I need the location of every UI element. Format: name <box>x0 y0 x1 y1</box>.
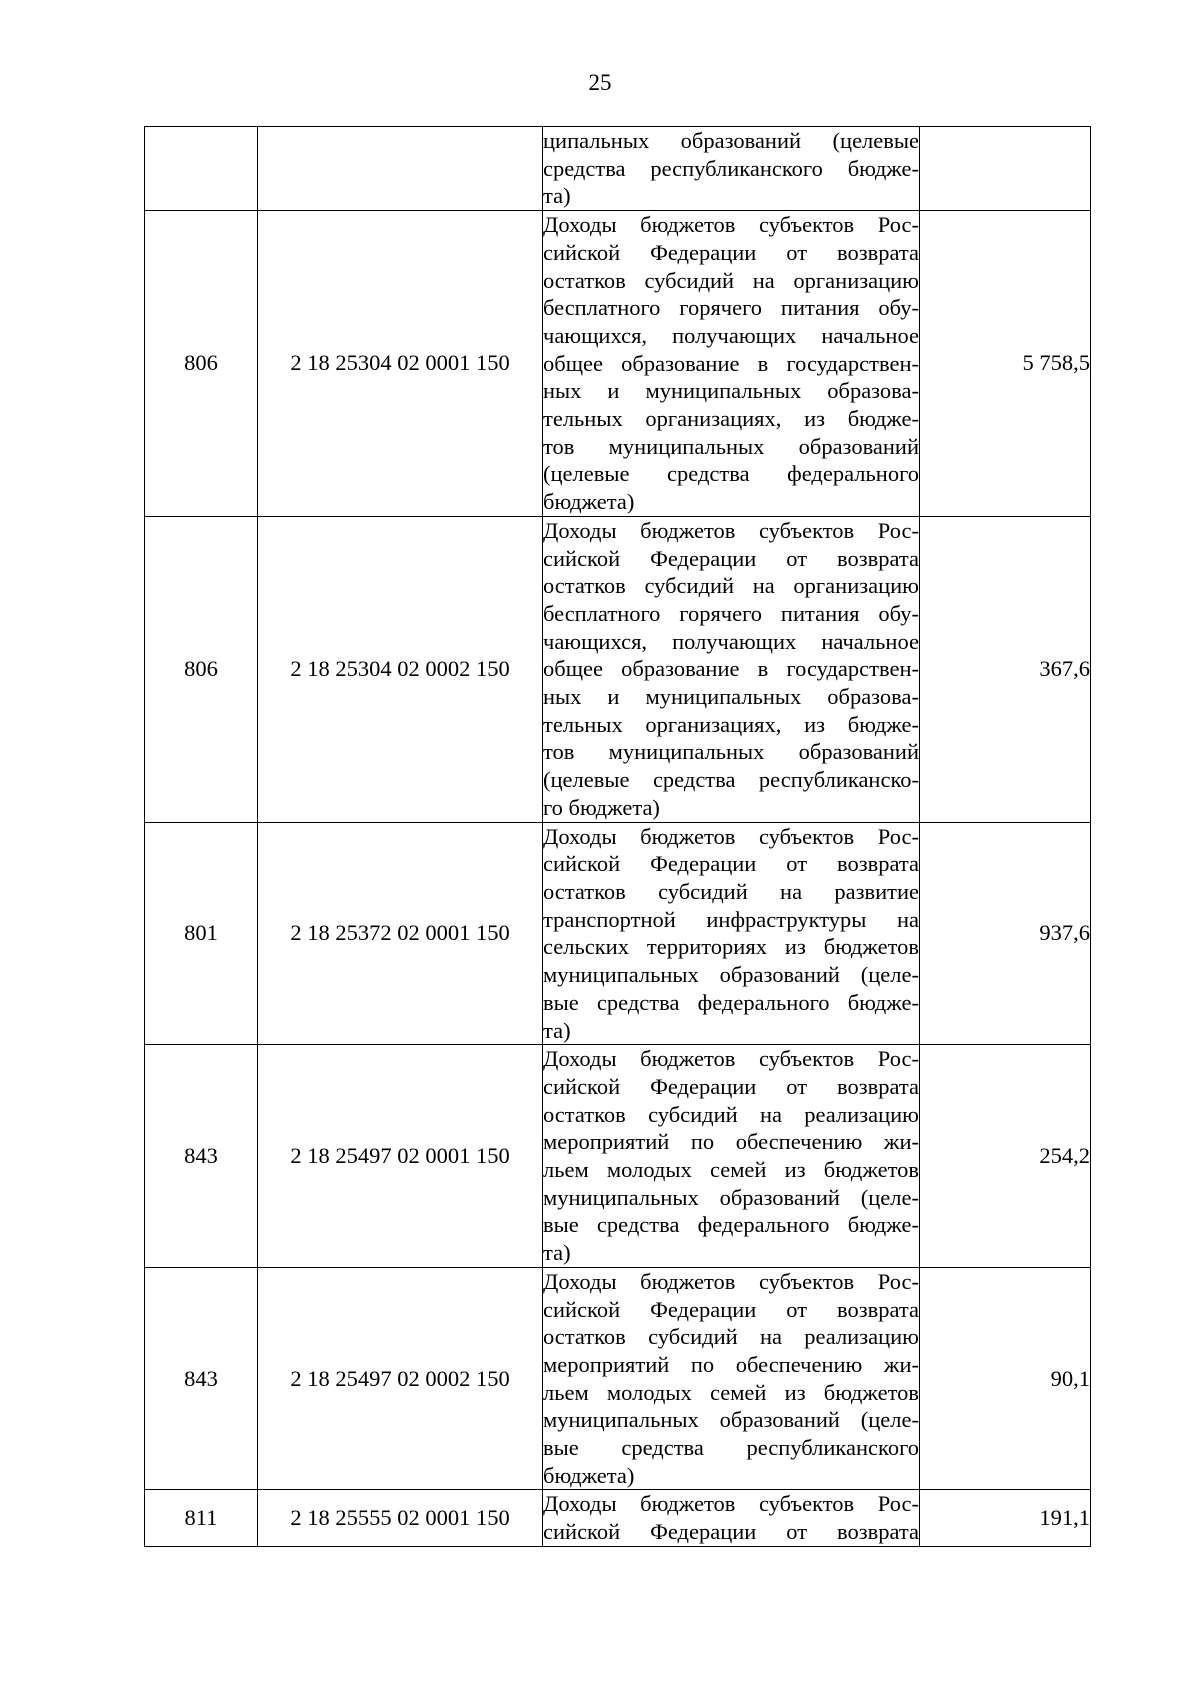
budget-code-cell <box>258 127 543 211</box>
revenue-name-line: тельных организациях, из бюдже- <box>543 711 919 737</box>
revenue-name-cell <box>543 211 920 517</box>
revenue-name-line: (целевые средства федерального <box>543 461 919 487</box>
table-row <box>145 211 1091 517</box>
revenue-name-line: бесплатного горячего питания обу- <box>543 295 919 321</box>
revenue-name-line: сельских территориях из бюджетов <box>543 934 919 960</box>
revenue-name-cell <box>543 516 920 822</box>
revenue-name-line: остатков субсидий на организацию <box>543 573 919 599</box>
table-row <box>145 1045 1091 1268</box>
revenue-name-line: тов муниципальных образований <box>543 739 919 765</box>
revenue-name-line: чающихся, получающих начальное <box>543 628 919 654</box>
revenue-name-text <box>543 823 919 1045</box>
revenue-name-line: общее образование в государствен- <box>543 656 919 682</box>
table-row <box>145 1490 1091 1546</box>
revenue-name-line: мероприятий по обеспечению жи- <box>543 1129 919 1155</box>
table-row <box>145 1267 1091 1490</box>
revenue-name-line: Доходы бюджетов субъектов Рос- <box>543 1491 919 1517</box>
revenue-name-line: остатков субсидий на развитие <box>543 878 919 904</box>
revenue-name-line: Доходы бюджетов субъектов Рос- <box>543 517 919 543</box>
revenue-name-line: транспортной инфраструктуры на <box>543 906 919 932</box>
admin-code-cell: 801 <box>145 822 258 1045</box>
revenue-name-line: льем молодых семей из бюджетов <box>543 1157 919 1183</box>
admin-code-cell: 811 <box>145 1490 258 1546</box>
admin-code-cell: 843 <box>145 1267 258 1490</box>
budget-code-cell: 2 18 25304 02 0001 150 <box>258 211 543 517</box>
revenue-name-line: бесплатного горячего питания обу- <box>543 600 919 626</box>
admin-code-cell <box>145 127 258 211</box>
revenue-name-line: тов муниципальных образований <box>543 433 919 459</box>
revenue-name-line: та) <box>543 183 571 209</box>
revenue-name-text <box>543 127 919 210</box>
revenue-name-line: ных и муниципальных образова- <box>543 378 919 404</box>
revenue-name-line: остатков субсидий на реализацию <box>543 1324 919 1350</box>
admin-code-cell: 806 <box>145 516 258 822</box>
budget-table-body <box>145 127 1091 1547</box>
revenue-name-cell <box>543 127 920 211</box>
budget-code-cell: 2 18 25372 02 0001 150 <box>258 822 543 1045</box>
revenue-name-line: сийской Федерации от возврата <box>543 239 919 265</box>
amount-cell: 254,2 <box>920 1045 1091 1268</box>
revenue-name-line: муниципальных образований (целе- <box>543 962 919 988</box>
budget-code-cell: 2 18 25497 02 0001 150 <box>258 1045 543 1268</box>
revenue-name-cell <box>543 822 920 1045</box>
table-row <box>145 516 1091 822</box>
revenue-name-line: остатков субсидий на реализацию <box>543 1101 919 1127</box>
revenue-name-line: сийской Федерации от возврата <box>543 851 919 877</box>
revenue-name-cell <box>543 1267 920 1490</box>
revenue-name-line: ципальных образований (целевые <box>543 128 919 153</box>
revenue-name-line: ных и муниципальных образова- <box>543 684 919 710</box>
amount-cell: 90,1 <box>920 1267 1091 1490</box>
revenue-name-line: остатков субсидий на организацию <box>543 267 919 293</box>
revenue-name-line: го бюджета) <box>543 794 660 820</box>
amount-cell: 5 758,5 <box>920 211 1091 517</box>
revenue-name-line: средства республиканского бюдже- <box>543 155 919 181</box>
table-row <box>145 127 1091 211</box>
revenue-name-text <box>543 211 919 516</box>
revenue-name-text <box>543 517 919 822</box>
table-row <box>145 822 1091 1045</box>
revenue-name-line: сийской Федерации от возврата <box>543 1519 919 1545</box>
revenue-name-line: та) <box>543 1017 571 1043</box>
revenue-name-line: бюджета) <box>543 489 635 515</box>
budget-code-cell: 2 18 25555 02 0001 150 <box>258 1490 543 1546</box>
revenue-name-line: сийской Федерации от возврата <box>543 1073 919 1099</box>
revenue-name-line: мероприятий по обеспечению жи- <box>543 1351 919 1377</box>
revenue-name-line: (целевые средства республиканско- <box>543 767 919 793</box>
budget-code-cell: 2 18 25497 02 0002 150 <box>258 1267 543 1490</box>
page-number: 25 <box>588 70 612 95</box>
revenue-name-text <box>543 1045 919 1267</box>
amount-cell <box>920 127 1091 211</box>
amount-cell: 937,6 <box>920 822 1091 1045</box>
revenue-name-line: вые средства федерального бюдже- <box>543 989 919 1015</box>
revenue-name-line: вые средства республиканского <box>543 1435 919 1461</box>
budget-table <box>144 126 1091 1547</box>
revenue-name-line: чающихся, получающих начальное <box>543 322 919 348</box>
revenue-name-line: сийской Федерации от возврата <box>543 1296 919 1322</box>
revenue-name-line: та) <box>543 1240 571 1266</box>
revenue-name-line: Доходы бюджетов субъектов Рос- <box>543 1268 919 1294</box>
revenue-name-cell <box>543 1490 920 1546</box>
revenue-name-line: муниципальных образований (целе- <box>543 1407 919 1433</box>
revenue-name-line: муниципальных образований (целе- <box>543 1184 919 1210</box>
revenue-name-line: сийской Федерации от возврата <box>543 545 919 571</box>
revenue-name-line: общее образование в государствен- <box>543 350 919 376</box>
revenue-name-line: тельных организациях, из бюдже- <box>543 406 919 432</box>
revenue-name-cell <box>543 1045 920 1268</box>
revenue-name-text <box>543 1490 919 1545</box>
admin-code-cell: 806 <box>145 211 258 517</box>
budget-code-cell: 2 18 25304 02 0002 150 <box>258 516 543 822</box>
revenue-name-line: Доходы бюджетов субъектов Рос- <box>543 823 919 849</box>
revenue-name-line: Доходы бюджетов субъектов Рос- <box>543 212 919 238</box>
revenue-name-line: Доходы бюджетов субъектов Рос- <box>543 1046 919 1072</box>
revenue-name-line: вые средства федерального бюдже- <box>543 1212 919 1238</box>
amount-cell: 367,6 <box>920 516 1091 822</box>
revenue-name-line: льем молодых семей из бюджетов <box>543 1379 919 1405</box>
revenue-name-line: бюджета) <box>543 1462 635 1488</box>
revenue-name-text <box>543 1268 919 1490</box>
admin-code-cell: 843 <box>145 1045 258 1268</box>
amount-cell: 191,1 <box>920 1490 1091 1546</box>
